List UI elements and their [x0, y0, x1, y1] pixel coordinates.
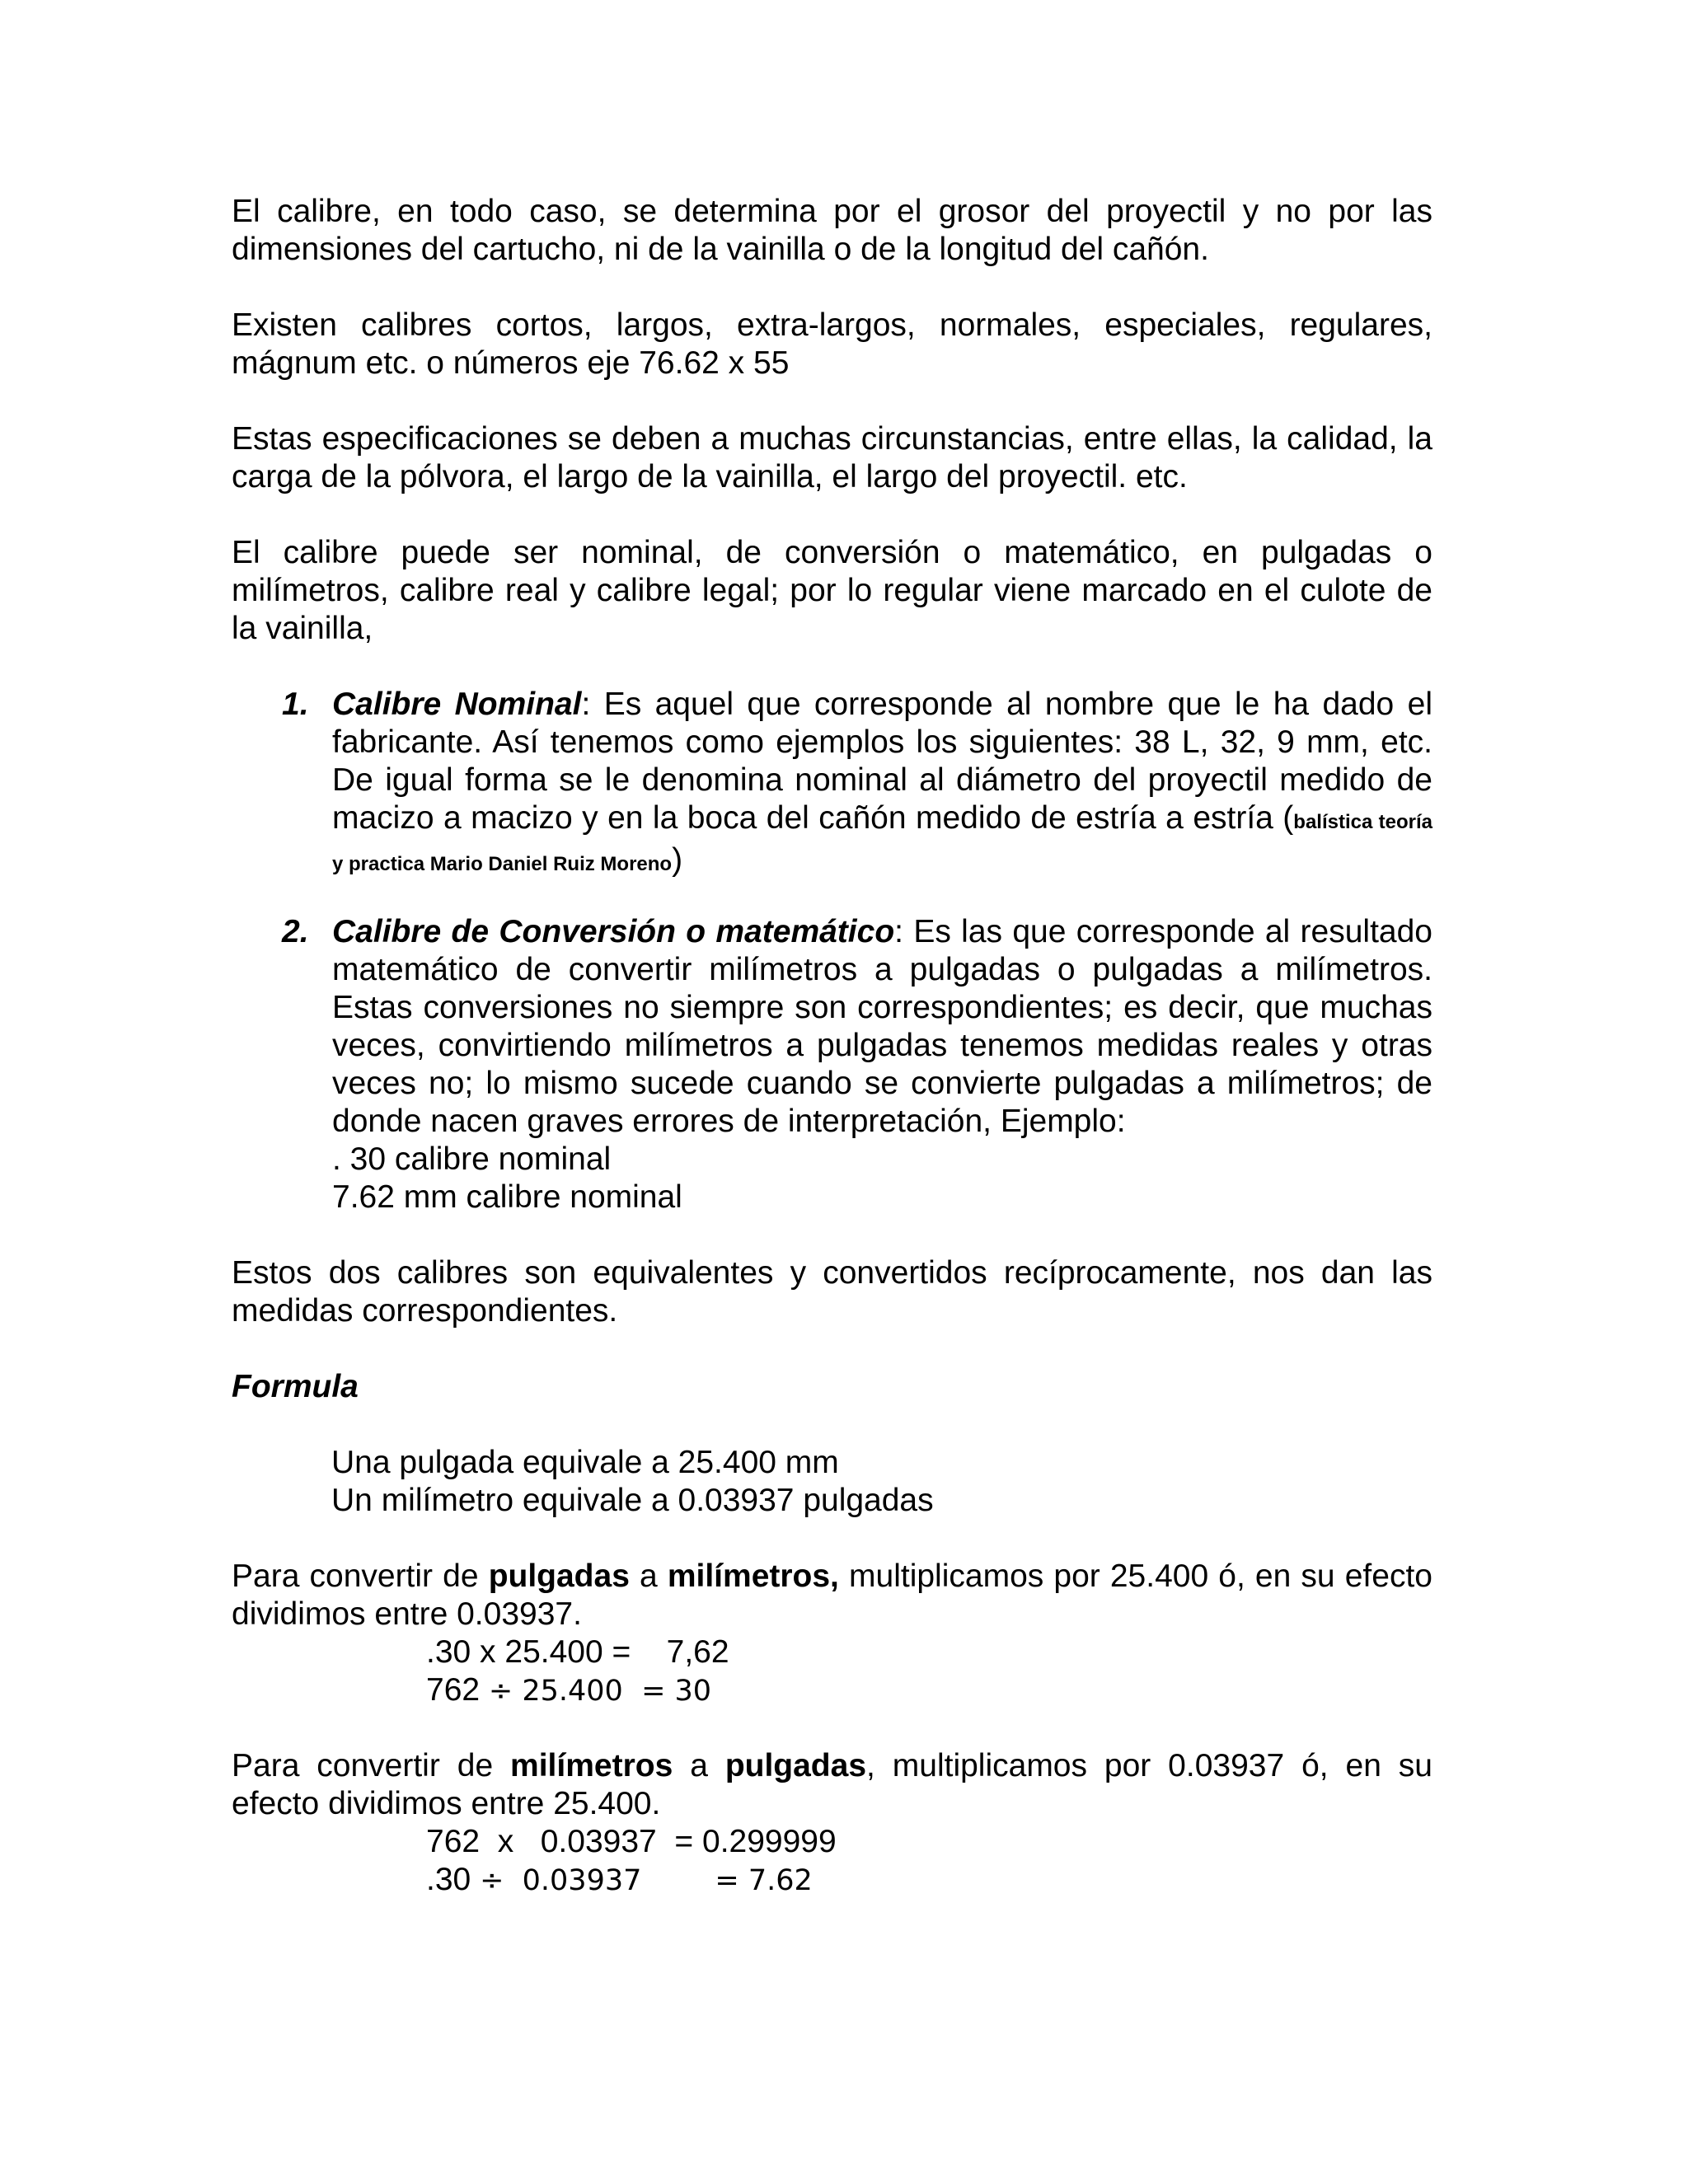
calculation-line-4 — [426, 1861, 813, 1900]
paragraph-specifications: Estas especificaciones se deben a muchas circunstancias, entre ellas, la calidad, la carga de la pólvora, el largo de la vainilla, el largo del proyectil. etc. — [232, 421, 1432, 494]
text-segment: a — [673, 1748, 725, 1783]
formula-line-2: Un milímetro equivale a 0.03937 pulgadas — [331, 1483, 934, 1518]
text-segment: Para convertir de — [232, 1748, 511, 1783]
text-segment: Para convertir de — [232, 1558, 489, 1594]
calc-operand: 762 — [426, 1672, 489, 1708]
citation-close: ) — [672, 842, 683, 878]
list-number: 2. — [282, 914, 309, 949]
paragraph-calibre-definition: El calibre, en todo caso, se determina por el grosor del proyectil y no por las dimensiones del cartucho, ni de la vainilla o de la longitud del cañón. — [232, 194, 1432, 267]
formula-heading: Formula — [232, 1369, 359, 1404]
citation: balística teoría y practica Mario Daniel Ruiz Moreno — [332, 811, 1432, 875]
term-description: : Es las que corresponde al resultado matemático de convertir milímetros a pulgadas o pulgadas a milímetros. Estas conversiones no siempre son correspondientes; es decir, que muchas veces, convirtiendo milímetros a pulgadas tenemos medidas reales y otras veces no; lo mismo sucede cuando se convierte pulgadas a milímetros; de donde nacen graves errores de interpretación, Ejemplo: — [332, 914, 1432, 1139]
paragraph-equivalence: Estos dos calibres son equivalentes y convertidos recíprocamente, nos dan las medidas correspondientes. — [232, 1255, 1432, 1329]
bold-pulgadas: pulgadas — [488, 1558, 630, 1594]
calc-division: ÷ 0.03937 = 7.62 — [480, 1864, 813, 1897]
formula-line-1: Una pulgada equivale a 25.400 mm — [331, 1445, 839, 1480]
example-line-2: 7.62 mm calibre nominal — [332, 1179, 682, 1215]
term-calibre-nominal: Calibre Nominal — [332, 687, 582, 722]
calc-division: ÷ 25.400 = 30 — [488, 1675, 712, 1708]
calculation-line-2 — [426, 1671, 711, 1710]
paragraph-calibre-types: Existen calibres cortos, largos, extra-largos, normales, especiales, regulares, mágnum etc. o números eje 76.62 x 55 — [232, 307, 1432, 381]
text-segment: , multiplicamos por 0.03937 ó, en su efecto dividimos entre 25.400. — [232, 1748, 1432, 1821]
paragraph-mm-to-inch — [232, 1747, 1432, 1823]
text-segment: multiplicamos por 25.400 ó, en su efecto dividimos entre 0.03937. — [232, 1558, 1432, 1632]
bold-milimetros: milímetros — [510, 1748, 673, 1783]
bold-milimetros: milímetros, — [667, 1558, 839, 1594]
term-calibre-conversion: Calibre de Conversión o matemático — [332, 914, 895, 949]
bold-pulgadas: pulgadas — [724, 1748, 867, 1783]
text-segment: a — [629, 1558, 668, 1594]
list-item-body — [332, 686, 1432, 883]
list-item-nominal — [282, 686, 1432, 883]
list-number: 1. — [282, 687, 309, 722]
paragraph-calibre-classes: El calibre puede ser nominal, de conversión o matemático, en pulgadas o milímetros, calibre real y calibre legal; por lo regular viene marcado en el culote de la vainilla, — [232, 535, 1432, 646]
paragraph-inch-to-mm — [232, 1558, 1432, 1633]
example-line-1: . 30 calibre nominal — [332, 1141, 612, 1177]
term-description: : Es aquel que corresponde al nombre que le ha dado el fabricante. Así tenemos como ejemplos los siguientes: 38 L, 32, 9 mm, etc. De igual forma se le denomina nominal al diámetro del proyectil medido de macizo a macizo y en la boca del cañón medido de estría a estría ( — [332, 687, 1432, 836]
list-item-conversion — [282, 913, 1432, 1216]
calculation-line-3: 762 x 0.03937 = 0.299999 — [426, 1824, 837, 1859]
list-item-body — [332, 913, 1432, 1141]
calc-operand: .30 — [426, 1862, 481, 1897]
calculation-line-1: .30 x 25.400 = 7,62 — [426, 1634, 729, 1670]
